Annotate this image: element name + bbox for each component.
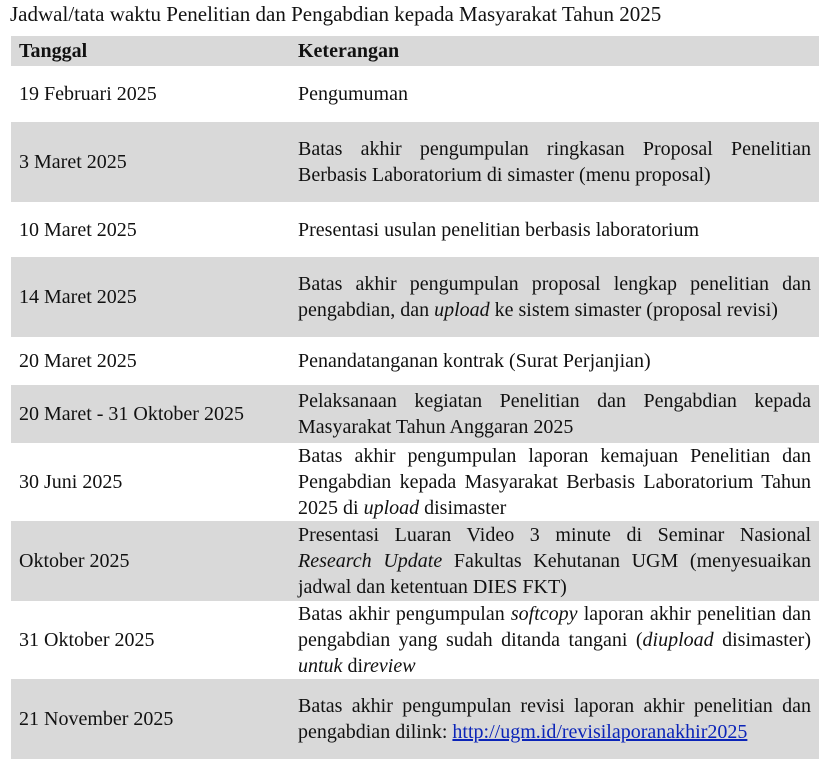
caption-text: Jadwal/tata waktu Penelitian dan Pengabdian kepada Masyarakat Tahun 2025 (10, 2, 662, 26)
italic-term: diupload (642, 629, 714, 651)
table-header-row (11, 36, 819, 66)
description-text: Batas akhir pengumpulan laporan kemajuan Penelitian dan Pengabdian kepada Masyarakat Berbasis Laboratorium Tahun 2025 di (298, 445, 811, 519)
column-header-date: Tanggal (11, 36, 290, 66)
description-text: Batas akhir pengumpulan ringkasan Proposal Penelitian Berbasis Laboratorium di simaster (menu proposal) (298, 138, 811, 186)
description-cell (290, 385, 819, 443)
schedule-body (11, 66, 819, 759)
date-cell: 10 Maret 2025 (19, 218, 137, 241)
table-row (11, 202, 819, 257)
date-cell: 19 Februari 2025 (19, 83, 157, 105)
table-row (11, 337, 819, 385)
date-cell: 20 Maret - 31 Oktober 2025 (11, 385, 290, 443)
date-cell: 21 November 2025 (11, 679, 290, 759)
table-caption (0, 0, 837, 30)
table-row (11, 601, 819, 679)
table-row (11, 122, 819, 202)
date-cell: 31 Oktober 2025 (19, 629, 155, 651)
description-text: laporan akhir penelitian dan pengabdian yang sudah ditanda tangani ( (298, 603, 811, 651)
date-cell: 20 Maret 2025 (19, 350, 137, 372)
description-text: Presentasi usulan penelitian berbasis laboratorium (298, 218, 700, 241)
italic-term: upload (363, 497, 420, 519)
description-text: disimaster (419, 497, 507, 519)
table-row (11, 385, 819, 443)
italic-term: Research Update (298, 550, 443, 572)
italic-term: review (363, 655, 416, 677)
description-text: Fakultas Kehutanan UGM (menyesuaikan jadwal dan ketentuan DIES FKT) (298, 550, 811, 598)
table-row (11, 257, 819, 337)
description-cell (290, 122, 819, 202)
table-row (11, 521, 819, 601)
description-cell (290, 66, 819, 122)
description-text: ke sistem simaster (proposal revisi) (489, 299, 778, 321)
table-row (11, 679, 819, 759)
italic-term: upload (434, 299, 490, 321)
description-text: Pelaksanaan kegiatan Penelitian dan Pengabdian kepada Masyarakat Tahun Anggaran 2025 (298, 390, 811, 438)
revision-link[interactable]: http://ugm.id/revisilaporanakhir2025 (452, 721, 748, 743)
description-text: Penandatanganan kontrak (Surat Perjanjian) (298, 350, 651, 372)
description-cell (290, 601, 819, 679)
description-cell (290, 679, 819, 759)
description-cell (290, 443, 819, 521)
description-text: Batas akhir pengumpulan proposal lengkap penelitian dan pengabdian, dan (298, 273, 811, 321)
description-text: Presentasi Luaran Video 3 minute di Seminar Nasional (298, 524, 811, 546)
italic-term: untuk (298, 655, 343, 677)
table-row (11, 443, 819, 521)
description-text: di (342, 655, 363, 677)
description-cell (290, 521, 819, 601)
italic-term: softcopy (510, 603, 578, 625)
description-text: Pengumuman (298, 83, 408, 105)
description-text: Batas akhir pengumpulan (298, 603, 511, 625)
description-text: Batas akhir pengumpulan revisi laporan akhir penelitian dan pengabdian dilink: (298, 695, 811, 743)
description-cell (290, 202, 819, 257)
description-cell (290, 337, 819, 385)
description-text: disimaster) (713, 629, 811, 651)
date-cell: 30 Juni 2025 (19, 471, 123, 493)
description-cell (290, 257, 819, 337)
date-cell: 3 Maret 2025 (11, 122, 290, 202)
table-row (11, 66, 819, 122)
date-cell: Oktober 2025 (11, 521, 290, 601)
column-header-description: Keterangan (290, 36, 819, 66)
schedule-table (11, 36, 819, 759)
date-cell: 14 Maret 2025 (11, 257, 290, 337)
